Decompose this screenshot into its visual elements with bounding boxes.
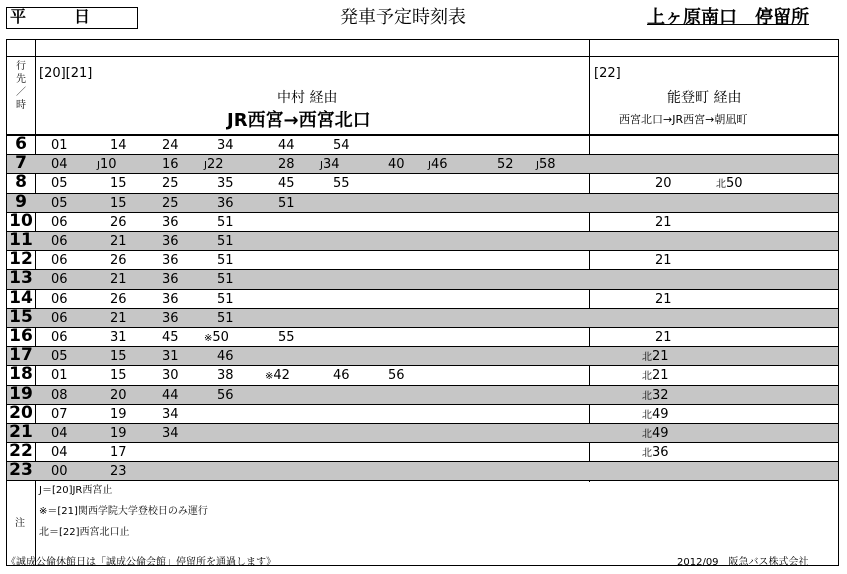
departure-minute: 06 [51, 291, 68, 307]
hour-label: 16 [9, 326, 33, 346]
departure-minute: 06 [51, 253, 68, 269]
hour-label: 13 [9, 268, 33, 289]
departure-time-left [162, 330, 179, 345]
left-route-numbers: [20][21] [39, 66, 93, 81]
departure-time-left [110, 349, 127, 364]
departure-minute: 58 [538, 157, 556, 173]
page-title: 発車予定時刻表 [340, 7, 466, 28]
departure-minute: 01 [51, 368, 68, 384]
timetable-row [7, 135, 838, 154]
footer-notice: 《誠成公倫休館日は「誠成公倫会館」停留所を通過します》 [6, 557, 276, 568]
departure-minute: 46 [333, 368, 350, 384]
departure-minute: 20 [655, 176, 672, 192]
timetable-row [7, 385, 838, 404]
departure-minute: 52 [497, 157, 514, 173]
departure-minute: 51 [217, 291, 234, 307]
departure-time-left [51, 253, 68, 268]
note-line: J＝[20]JR西宮止 [39, 485, 113, 496]
departure-minute: 49 [652, 426, 669, 441]
timetable-row [7, 327, 838, 346]
departure-time-left [217, 349, 234, 364]
departure-time-left [162, 215, 179, 230]
departure-minute: 46 [217, 349, 234, 365]
header-top-line [7, 56, 838, 57]
departure-mark: ※ [204, 333, 213, 344]
departure-time-left [162, 426, 179, 441]
departure-time-left [217, 196, 234, 211]
hour-label: 7 [15, 153, 27, 174]
departure-minute: 56 [217, 387, 234, 403]
departure-minute: 31 [162, 349, 179, 365]
departure-time-left [51, 311, 68, 326]
timetable-row [7, 346, 838, 365]
hour-label: 19 [9, 383, 33, 404]
departure-minute: 26 [110, 253, 127, 269]
departure-time-left [110, 407, 127, 422]
departure-minute: 36 [162, 253, 179, 269]
departure-minute: 21 [110, 310, 127, 326]
departure-minute: 01 [51, 138, 68, 153]
day-type-label: 平 日 [10, 7, 91, 26]
departure-minute: 45 [162, 330, 179, 345]
departure-minute: 06 [51, 310, 68, 326]
departure-minute: 24 [162, 138, 179, 153]
right-destination: 西宮北口→JR西宮→朝凪町 [619, 113, 748, 126]
departure-time-left [217, 176, 234, 191]
departure-time-left [110, 215, 127, 230]
notes-label: 注 [15, 518, 25, 529]
departure-time-left [51, 234, 68, 249]
departure-time-left [51, 445, 68, 460]
departure-minute: 10 [99, 157, 117, 173]
departure-time-right [655, 292, 672, 307]
departure-time-left [162, 253, 179, 268]
departure-minute: 42 [273, 368, 290, 384]
departure-time-right [642, 368, 669, 384]
timetable-row [7, 404, 838, 423]
departure-minute: 30 [162, 368, 179, 384]
departure-time-right [655, 215, 672, 230]
hour-label: 6 [15, 134, 27, 154]
departure-minute: 19 [110, 426, 127, 441]
timetable-row [7, 289, 838, 308]
departure-time-left [162, 292, 179, 307]
departure-time-left [536, 157, 556, 173]
departure-minute: 06 [51, 330, 68, 345]
departure-minute: 05 [51, 176, 68, 192]
departure-time-left [110, 138, 127, 153]
departure-time-left [110, 196, 127, 211]
timetable-row [7, 308, 838, 327]
timetable-row [7, 173, 838, 192]
departure-time-left [278, 138, 295, 153]
departure-time-left [278, 176, 295, 191]
departure-minute: 25 [162, 195, 179, 211]
hour-label: 21 [9, 422, 33, 442]
departure-minute: 04 [51, 445, 68, 461]
timetable-row [7, 231, 838, 250]
departure-minute: 20 [110, 387, 127, 403]
departure-minute: 05 [51, 195, 68, 211]
departure-time-left [162, 368, 179, 383]
note-line: ※＝[21]関西学院大学登校日のみ運行 [39, 506, 208, 517]
departure-time-left [110, 176, 127, 191]
departure-minute: 36 [162, 310, 179, 326]
departure-time-left [162, 234, 179, 249]
departure-mark: 北 [716, 179, 726, 191]
departure-time-left [110, 272, 127, 287]
left-via: 中村 経由 [277, 90, 338, 106]
timetable-rows [7, 135, 838, 480]
departure-minute: 07 [51, 406, 68, 422]
stop-name: 上ヶ原南口 停留所 [647, 7, 809, 28]
right-route-numbers: [22] [594, 66, 621, 81]
timetable-row [7, 154, 838, 173]
departure-minute: 51 [217, 214, 234, 230]
departure-minute: 16 [162, 157, 179, 173]
timetable-row [7, 212, 838, 231]
departure-time-left [162, 272, 179, 287]
departure-mark: J [536, 160, 539, 172]
departure-minute: 50 [726, 176, 743, 192]
departure-time-right [716, 176, 743, 192]
departure-time-left [110, 445, 127, 460]
departure-time-left [217, 311, 234, 326]
departure-time-left [51, 138, 68, 153]
departure-minute: 19 [110, 406, 127, 422]
departure-time-left [162, 138, 179, 153]
departure-minute: 08 [51, 387, 68, 403]
departure-time-left [217, 388, 234, 403]
departure-minute: 51 [278, 195, 295, 211]
hour-label: 14 [9, 287, 33, 308]
departure-time-left [110, 253, 127, 268]
departure-mark: J [320, 160, 323, 172]
departure-mark: 北 [642, 352, 652, 364]
departure-time-left [217, 292, 234, 307]
departure-mark: ※ [265, 371, 274, 383]
departure-time-left [388, 157, 405, 172]
departure-time-left [51, 215, 68, 230]
departure-mark: 北 [642, 409, 652, 421]
departure-time-right [642, 445, 669, 461]
departure-time-left [51, 349, 68, 364]
departure-time-left [162, 349, 179, 364]
departure-minute: 06 [51, 214, 68, 230]
departure-time-left [110, 368, 127, 383]
departure-time-left [217, 368, 234, 383]
departure-time-left [162, 176, 179, 191]
departure-time-left [51, 388, 68, 403]
timetable-row [7, 423, 838, 442]
departure-time-left [162, 388, 179, 403]
departure-minute: 15 [110, 368, 127, 384]
departure-minute: 21 [110, 272, 127, 288]
departure-minute: 04 [51, 157, 68, 173]
departure-time-left [428, 157, 448, 173]
departure-time-left [278, 157, 295, 172]
notes-top-line [7, 480, 838, 481]
departure-minute: 38 [217, 368, 234, 384]
departure-minute: 15 [110, 349, 127, 365]
departure-minute: 15 [110, 195, 127, 211]
departure-minute: 21 [110, 234, 127, 249]
departure-minute: 00 [51, 464, 68, 480]
departure-time-left [204, 157, 224, 173]
hour-label: 12 [9, 249, 33, 270]
departure-time-left [278, 330, 295, 345]
departure-time-left [333, 138, 350, 153]
departure-time-right [642, 407, 669, 423]
departure-time-left [51, 196, 68, 211]
departure-mark: 北 [642, 448, 652, 460]
departure-minute: 49 [652, 406, 669, 422]
departure-time-right [655, 176, 672, 191]
departure-time-left [97, 157, 117, 173]
departure-minute: 26 [110, 214, 127, 230]
departure-minute: 21 [655, 214, 672, 230]
departure-time-left [497, 157, 514, 172]
departure-minute: 45 [278, 176, 295, 192]
departure-time-right [642, 388, 669, 404]
departure-time-left [217, 253, 234, 268]
hour-label: 22 [9, 441, 33, 462]
timetable-row [7, 365, 838, 384]
departure-time-left [51, 368, 68, 383]
departure-time-left [51, 292, 68, 307]
departure-time-left [333, 368, 350, 383]
departure-time-left [265, 368, 290, 384]
departure-minute: 34 [162, 426, 179, 441]
departure-minute: 28 [278, 157, 295, 173]
departure-minute: 31 [110, 330, 127, 345]
departure-minute: 36 [162, 272, 179, 288]
timetable-row [7, 250, 838, 269]
departure-minute: 51 [217, 272, 234, 288]
departure-time-right [655, 330, 672, 345]
departure-time-left [110, 311, 127, 326]
departure-time-left [162, 157, 179, 172]
departure-minute: 56 [388, 368, 405, 384]
timetable-row [7, 442, 838, 461]
timetable [6, 39, 839, 566]
departure-minute: 26 [110, 291, 127, 307]
departure-time-left [333, 176, 350, 191]
departure-minute: 36 [162, 291, 179, 307]
departure-minute: 51 [217, 234, 234, 249]
departure-minute: 15 [110, 176, 127, 192]
departure-time-left [217, 138, 234, 153]
departure-minute: 21 [655, 291, 672, 307]
hour-label: 11 [9, 230, 33, 250]
departure-time-right [642, 426, 669, 442]
departure-minute: 36 [652, 445, 669, 461]
departure-mark: J [428, 160, 431, 172]
departure-time-left [110, 330, 127, 345]
departure-time-left [162, 407, 179, 422]
hour-label: 8 [15, 172, 27, 193]
departure-time-left [320, 157, 340, 173]
hour-label: 18 [9, 364, 33, 385]
hour-label: 15 [9, 306, 33, 327]
departure-time-left [388, 368, 405, 383]
departure-minute: 17 [110, 445, 127, 461]
timetable-row [7, 193, 838, 212]
departure-minute: 51 [217, 253, 234, 269]
departure-minute: 32 [652, 387, 669, 403]
departure-minute: 36 [162, 214, 179, 230]
departure-minute: 44 [162, 387, 179, 403]
footer-publisher: 2012/09 阪急バス株式会社 [677, 557, 809, 568]
departure-minute: 40 [388, 157, 405, 173]
departure-mark: 北 [642, 390, 652, 402]
departure-minute: 05 [51, 349, 68, 365]
departure-minute: 54 [333, 138, 350, 153]
departure-minute: 21 [652, 349, 669, 365]
note-line: 北＝[22]西宮北口止 [39, 527, 130, 538]
departure-time-left [217, 272, 234, 287]
departure-minute: 34 [322, 157, 340, 173]
departure-time-left [110, 426, 127, 441]
departure-time-left [110, 464, 127, 479]
departure-mark: 北 [642, 429, 652, 440]
departure-time-left [51, 330, 68, 345]
departure-time-left [51, 407, 68, 422]
departure-minute: 44 [278, 138, 295, 153]
departure-time-left [51, 464, 68, 479]
departure-time-left [217, 234, 234, 249]
departure-minute: 46 [430, 157, 448, 173]
hour-label: 23 [9, 460, 33, 481]
departure-time-right [655, 253, 672, 268]
departure-mark: 北 [642, 371, 652, 383]
departure-time-left [162, 196, 179, 211]
departure-mark: J [204, 160, 207, 172]
hour-label: 10 [9, 210, 33, 231]
hour-label: 17 [9, 345, 33, 366]
right-via: 能登町 経由 [667, 90, 742, 106]
departure-minute: 06 [51, 272, 68, 288]
departure-time-left [51, 426, 68, 441]
departure-minute: 55 [333, 176, 350, 192]
timetable-row [7, 269, 838, 288]
left-destination: JR西宮→西宮北口 [227, 110, 371, 131]
departure-minute: 36 [217, 195, 234, 211]
departure-time-left [110, 388, 127, 403]
departure-time-right [642, 349, 669, 365]
departure-minute: 34 [217, 138, 234, 153]
row-col-label: 行 先 ／ 時 [16, 61, 26, 111]
departure-minute: 21 [655, 253, 672, 269]
departure-minute: 55 [278, 330, 295, 345]
departure-minute: 35 [217, 176, 234, 192]
departure-minute: 34 [162, 406, 179, 422]
departure-minute: 23 [110, 464, 127, 480]
departure-time-left [278, 196, 295, 211]
departure-minute: 36 [162, 234, 179, 249]
departure-minute: 51 [217, 310, 234, 326]
departure-minute: 25 [162, 176, 179, 192]
departure-time-left [204, 330, 229, 346]
departure-minute: 21 [652, 368, 669, 384]
departure-minute: 06 [51, 234, 68, 249]
departure-time-left [110, 234, 127, 249]
hour-label: 9 [15, 191, 27, 212]
departure-minute: 14 [110, 138, 127, 153]
departure-time-left [217, 215, 234, 230]
timetable-row [7, 461, 838, 480]
hour-label: 20 [9, 402, 33, 423]
departure-minute: 04 [51, 426, 68, 441]
departure-mark: J [97, 160, 100, 172]
departure-time-left [162, 311, 179, 326]
departure-minute: 50 [212, 330, 229, 345]
departure-time-left [51, 157, 68, 172]
departure-minute: 22 [206, 157, 224, 173]
departure-time-left [51, 176, 68, 191]
departure-time-left [51, 272, 68, 287]
departure-time-left [110, 292, 127, 307]
departure-minute: 21 [655, 330, 672, 345]
